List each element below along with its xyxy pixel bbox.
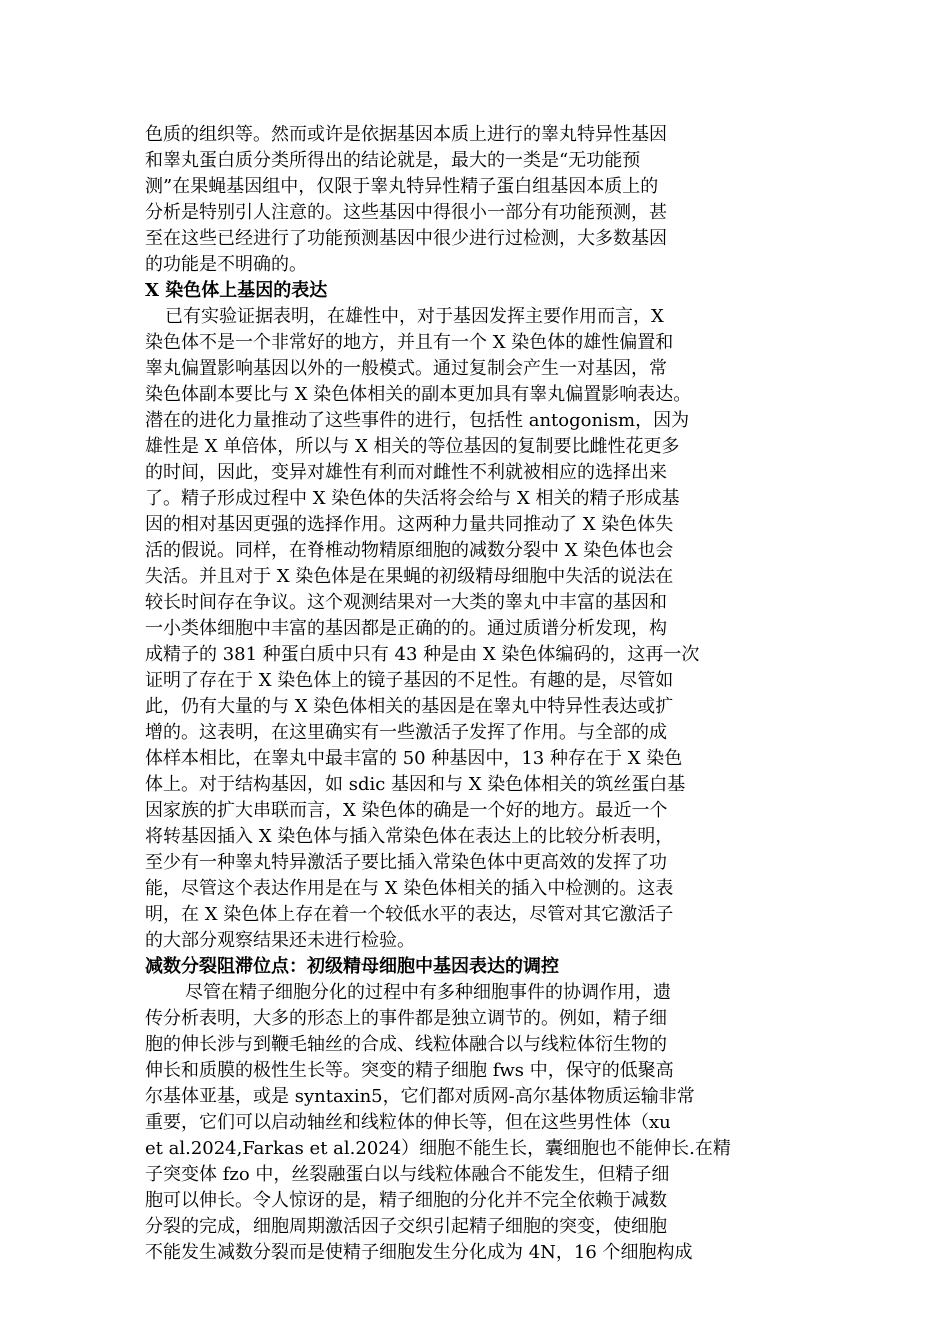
text-line: 将转基因插入 X 染色体与插入常染色体在表达上的比较分析表明， [145, 826, 674, 847]
text-line: 尽管在精子细胞分化的过程中有多种细胞事件的协调作用，遗 [185, 982, 671, 1003]
text-line: 体样本相比，在睾丸中最丰富的 50 种基因中，13 种存在于 X 染色 [145, 748, 683, 769]
text-line: 测”在果蝇基因组中，仅限于睾丸特异性精子蛋白组基因本质上的 [145, 176, 659, 197]
text-line: 能，尽管这个表达作用是在与 X 染色体相关的插入中检测的。这表 [145, 878, 674, 899]
text-line: 的大部分观察结果还未进行检验。 [145, 930, 415, 951]
text-line: 失活。并且对于 X 染色体是在果蝇的初级精母细胞中失活的说法在 [145, 566, 674, 587]
text-line: 至少有一种睾丸特异激活子要比插入常染色体中更高效的发挥了功 [145, 852, 667, 873]
text-line: 分析是特别引人注意的。这些基因中得很小一部分有功能预测，甚 [145, 202, 667, 223]
text-line: 伸长和质膜的极性生长等。突变的精子细胞 fws 中，保守的低聚高 [145, 1060, 674, 1081]
text-line: 尔基体亚基，或是 syntaxin5，它们都对质网-高尔基体物质运输非常 [145, 1086, 695, 1107]
text-line: 已有实验证据表明，在雄性中，对于基因发挥主要作用而言，X [165, 306, 664, 327]
text-line: 染色体副本要比与 X 染色体相关的副本更加具有睾丸偏置影响表达。 [145, 384, 692, 405]
paragraph-intro [145, 122, 809, 278]
text-line: 活的假说。同样，在脊椎动物精原细胞的减数分裂中 X 染色体也会 [145, 540, 674, 561]
text-line: 一小类体细胞中丰富的基因都是正确的的。通过质谱分析发现，构 [145, 618, 667, 639]
text-line: 因家族的扩大串联而言，X 染色体的确是一个好的地方。最近一个 [145, 800, 668, 821]
text-line: 睾丸偏置影响基因以外的一般模式。通过复制会产生一对基因，常 [145, 358, 667, 379]
text-line: 胞的伸长涉与到鞭毛轴丝的合成、线粒体融合以与线粒体衍生物的 [145, 1034, 667, 1055]
text-line: 此，仍有大量的与 X 染色体相关的基因是在睾丸中特异性表达或扩 [145, 696, 674, 717]
text-line: 色质的组织等。然而或许是依据基因本质上进行的睾丸特异性基因 [145, 124, 667, 145]
text-line: 的时间，因此，变异对雄性有利而对雌性不利就被相应的选择出来 [145, 462, 667, 483]
text-line: 成精子的 381 种蛋白质中只有 43 种是由 X 染色体编码的，这再一次 [145, 644, 700, 665]
text-line: 因的相对基因更强的选择作用。这两种力量共同推动了 X 染色体失 [145, 514, 674, 535]
text-line: 子突变体 fzo 中，丝裂融蛋白以与线粒体融合不能发生，但精子细 [145, 1164, 670, 1185]
text-line: 的功能是不明确的。 [145, 254, 307, 275]
text-line: 证明了存在于 X 染色体上的镜子基因的不足性。有趣的是，尽管如 [145, 670, 674, 691]
text-line: 不能发生减数分裂而是使精子细胞发生分化成为 4N，16 个细胞构成 [145, 1242, 693, 1263]
text-line: 体上。对于结构基因，如 sdic 基因和与 X 染色体相关的筑丝蛋白基 [145, 774, 686, 795]
text-line: 胞可以伸长。令人惊讶的是，精子细胞的分化并不完全依赖于减数 [145, 1190, 667, 1211]
section-heading-meiotic-arrest: 减数分裂阻滞位点：初级精母细胞中基因表达的调控 [145, 956, 559, 977]
text-line: 增的。这表明，在这里确实有一些激活子发挥了作用。与全部的成 [145, 722, 667, 743]
paragraph-x-chromosome [145, 304, 809, 954]
text-line: 了。精子形成过程中 X 染色体的失活将会给与 X 相关的精子形成基 [145, 488, 680, 509]
text-line: 传分析表明，大多的形态上的事件都是独立调节的。例如，精子细 [145, 1008, 667, 1029]
document-page [145, 122, 809, 1266]
section-heading-x-chromosome: X 染色体上基因的表达 [145, 280, 328, 301]
text-line: 雄性是 X 单倍体，所以与 X 相关的等位基因的复制要比雌性花更多 [145, 436, 680, 457]
text-line: et al.2024,Farkas et al.2024）细胞不能生长，囊细胞也不能伸长.在精 [145, 1138, 731, 1159]
paragraph-meiotic-arrest [145, 980, 809, 1266]
text-line: 较长时间存在争议。这个观测结果对一大类的睾丸中丰富的基因和 [145, 592, 667, 613]
text-line: 和睾丸蛋白质分类所得出的结论就是，最大的一类是“无功能预 [145, 150, 641, 171]
text-line: 重要，它们可以启动轴丝和线粒体的伸长等，但在这些男性体（xu [145, 1112, 671, 1133]
text-line: 潜在的进化力量推动了这些事件的进行，包括性 antogonism，因为 [145, 410, 690, 431]
text-line: 染色体不是一个非常好的地方，并且有一个 X 染色体的雄性偏置和 [145, 332, 674, 353]
text-line: 至在这些已经进行了功能预测基因中很少进行过检测，大多数基因 [145, 228, 667, 249]
text-line: 明，在 X 染色体上存在着一个较低水平的表达，尽管对其它激活子 [145, 904, 674, 925]
text-line: 分裂的完成，细胞周期激活因子交织引起精子细胞的突变，使细胞 [145, 1216, 667, 1237]
